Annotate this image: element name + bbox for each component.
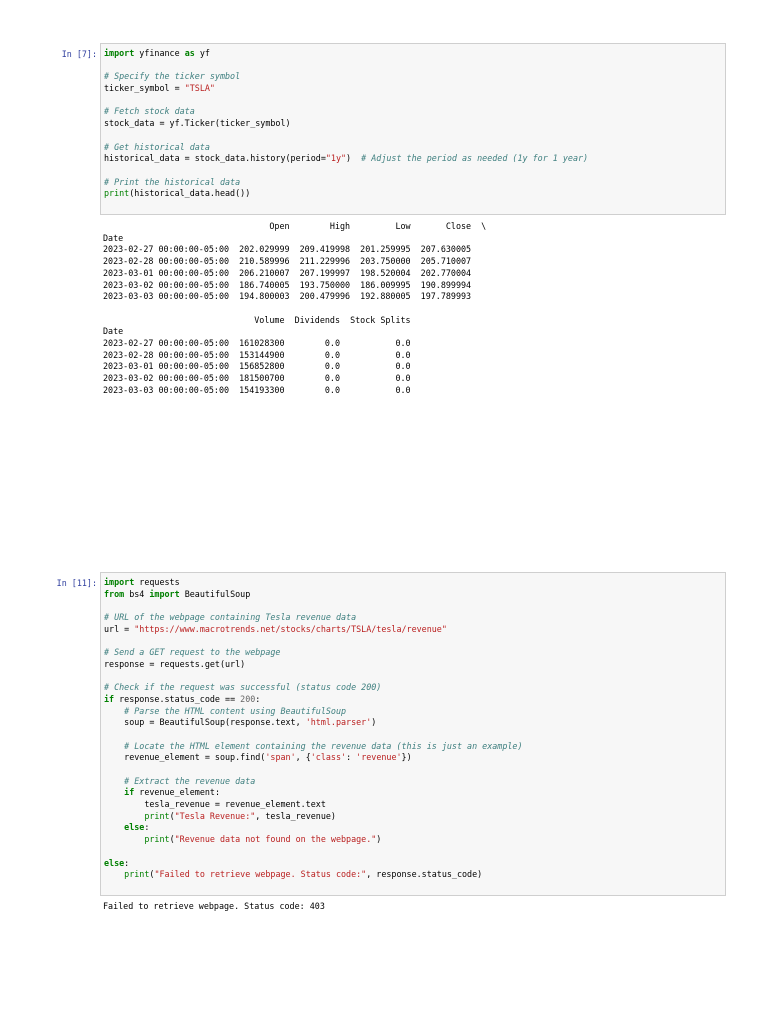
code-token: ( bbox=[169, 834, 175, 845]
code-line bbox=[104, 188, 722, 200]
code-token: "1y" bbox=[325, 153, 347, 164]
code-token: print bbox=[124, 869, 150, 880]
code-line bbox=[104, 682, 722, 694]
code-token: print bbox=[144, 810, 170, 821]
code-token: url = bbox=[104, 623, 135, 634]
code-line bbox=[104, 846, 722, 858]
code-line bbox=[104, 153, 722, 165]
code-token: bs4 bbox=[124, 588, 150, 599]
code-line bbox=[104, 165, 722, 177]
code-token: # Extract the revenue data bbox=[124, 775, 256, 786]
code-line bbox=[104, 822, 722, 834]
code-line bbox=[104, 177, 722, 189]
code-token: # Check if the request was successful (status code 200) bbox=[104, 682, 382, 693]
code-token: , { bbox=[295, 752, 311, 763]
code-line bbox=[104, 799, 722, 811]
code-token: ) bbox=[346, 153, 362, 164]
code-token bbox=[104, 741, 124, 751]
code-token: ( bbox=[149, 869, 155, 880]
code-token: BeautifulSoup bbox=[179, 588, 251, 599]
code-token: yf bbox=[194, 48, 210, 58]
code-line bbox=[104, 858, 722, 870]
code-line bbox=[104, 787, 722, 799]
cell-1-output: Open High Low Close \ Date 2023-02-27 00:00:00-05:00 202.029999 209.419998 201.259995 207.630005 2023-02-28 00:00:00-05:00 210.589996 211.229996 203.750000 205.710007 2023-03-01 00:00:00-05:00 206.210007 207.199997 198.520004 202.770004 2023-03-02 00:00:00-05:00 186.740005 193.750000 186.009995 190.899994 2023-03-03 00:00:00-05:00 194.800003 200.479996 192.880005 197.789993 Volume Dividends Stock Splits Date 2023-02-27 00:00:00-05:00 161028300 0.0 0.0 2023-02-28 00:00:00-05:00 153144900 0.0 0.0 2023-03-01 00:00:00-05:00 156852800 0.0 0.0 2023-03-02 00:00:00-05:00 181500700 0.0 0.0 2023-03-03 00:00:00-05:00 154193300 0.0 0.0 bbox=[103, 221, 487, 395]
code-line bbox=[104, 635, 722, 647]
code-token: revenue_element = soup.find( bbox=[104, 752, 266, 763]
code-line bbox=[104, 60, 722, 72]
code-token: print bbox=[104, 188, 130, 199]
code-token: , response.status_code) bbox=[366, 869, 483, 880]
code-token: as bbox=[184, 48, 195, 58]
code-token bbox=[104, 776, 124, 786]
code-token: 'span' bbox=[265, 752, 296, 763]
code-token: tesla_revenue = revenue_element.text bbox=[104, 799, 326, 810]
code-line bbox=[104, 142, 722, 154]
code-line bbox=[104, 577, 722, 589]
code-token: : bbox=[255, 693, 261, 704]
code-token: response.status_code == bbox=[114, 693, 241, 704]
code-line bbox=[104, 741, 722, 753]
code-line bbox=[104, 659, 722, 671]
code-token: stock_data = yf.Ticker(ticker_symbol) bbox=[104, 118, 291, 129]
code-token: 200 bbox=[240, 693, 256, 704]
cell-1-code[interactable] bbox=[101, 44, 725, 204]
code-line bbox=[104, 694, 722, 706]
code-token: # Specify the ticker symbol bbox=[104, 71, 241, 82]
code-line bbox=[104, 624, 722, 636]
code-line bbox=[104, 83, 722, 95]
code-token: # Send a GET request to the webpage bbox=[104, 647, 281, 658]
code-line bbox=[104, 71, 722, 83]
code-token: (historical_data.head()) bbox=[129, 188, 251, 199]
code-token: revenue_element: bbox=[134, 787, 220, 798]
cell-2-prompt: In [11]: bbox=[56, 578, 97, 588]
code-line bbox=[104, 95, 722, 107]
code-token: ( bbox=[169, 810, 175, 821]
code-line bbox=[104, 647, 722, 659]
code-token: 'html.parser' bbox=[305, 717, 372, 728]
code-token bbox=[104, 787, 124, 797]
code-token bbox=[104, 706, 124, 716]
code-line bbox=[104, 48, 722, 60]
code-token bbox=[104, 869, 124, 879]
code-line bbox=[104, 671, 722, 683]
code-token: # Parse the HTML content using BeautifulSoup bbox=[124, 705, 347, 716]
code-token: # Print the historical data bbox=[104, 176, 241, 187]
code-token: }) bbox=[401, 752, 412, 763]
code-line bbox=[104, 612, 722, 624]
code-token: if bbox=[124, 787, 135, 798]
code-token: # Fetch stock data bbox=[104, 106, 195, 117]
code-token: ) bbox=[376, 834, 382, 845]
code-token: response = requests.get(url) bbox=[104, 658, 246, 669]
code-token: # Adjust the period as needed (1y for 1 year) bbox=[361, 153, 589, 164]
code-token: requests bbox=[134, 577, 180, 587]
cell-2-output: Failed to retrieve webpage. Status code: 403 bbox=[103, 901, 325, 911]
code-line bbox=[104, 717, 722, 729]
code-token: import bbox=[149, 588, 180, 599]
code-line bbox=[104, 752, 722, 764]
code-token: ticker_symbol = bbox=[104, 83, 185, 94]
code-token bbox=[104, 822, 124, 832]
code-token: : bbox=[144, 822, 150, 833]
code-token: print bbox=[144, 834, 170, 845]
code-token: if bbox=[104, 693, 115, 704]
code-token: import bbox=[104, 577, 135, 587]
code-token: ) bbox=[371, 717, 377, 728]
code-line bbox=[104, 729, 722, 741]
code-token: : bbox=[124, 857, 130, 868]
code-line bbox=[104, 118, 722, 130]
code-line bbox=[104, 106, 722, 118]
code-line bbox=[104, 869, 722, 881]
code-token: else bbox=[124, 822, 145, 833]
code-line bbox=[104, 776, 722, 788]
code-token: soup = BeautifulSoup(response.text, bbox=[104, 717, 306, 728]
code-token: # Locate the HTML element containing the revenue data (this is just an example) bbox=[124, 740, 523, 751]
code-token: yfinance bbox=[134, 48, 185, 58]
code-line bbox=[104, 811, 722, 823]
code-token: 'revenue' bbox=[356, 752, 402, 763]
code-line bbox=[104, 130, 722, 142]
code-token bbox=[104, 834, 144, 844]
code-token: import bbox=[104, 48, 135, 58]
code-token: "Tesla Revenue:" bbox=[174, 810, 256, 821]
code-token: # Get historical data bbox=[104, 141, 210, 152]
code-line bbox=[104, 764, 722, 776]
code-line bbox=[104, 600, 722, 612]
code-token: historical_data = stock_data.history(period= bbox=[104, 153, 326, 164]
code-token bbox=[104, 811, 144, 821]
code-token: : bbox=[346, 752, 357, 763]
code-line bbox=[104, 834, 722, 846]
code-line bbox=[104, 589, 722, 601]
code-token: "Failed to retrieve webpage. Status code:" bbox=[154, 869, 367, 880]
code-token: "Revenue data not found on the webpage." bbox=[174, 834, 377, 845]
code-token: "https://www.macrotrends.net/stocks/charts/TSLA/tesla/revenue" bbox=[134, 623, 447, 634]
code-line bbox=[104, 706, 722, 718]
cell-1-input[interactable] bbox=[100, 43, 726, 215]
code-token: # URL of the webpage containing Tesla revenue data bbox=[104, 612, 357, 623]
code-token: "TSLA" bbox=[184, 83, 215, 94]
code-token: , tesla_revenue) bbox=[255, 810, 336, 821]
cell-1-prompt: In [7]: bbox=[61, 49, 97, 59]
cell-2-code[interactable] bbox=[101, 573, 725, 885]
cell-2-input[interactable] bbox=[100, 572, 726, 896]
code-token: from bbox=[104, 588, 125, 599]
code-token: 'class' bbox=[310, 752, 347, 763]
code-token: else bbox=[104, 857, 125, 868]
